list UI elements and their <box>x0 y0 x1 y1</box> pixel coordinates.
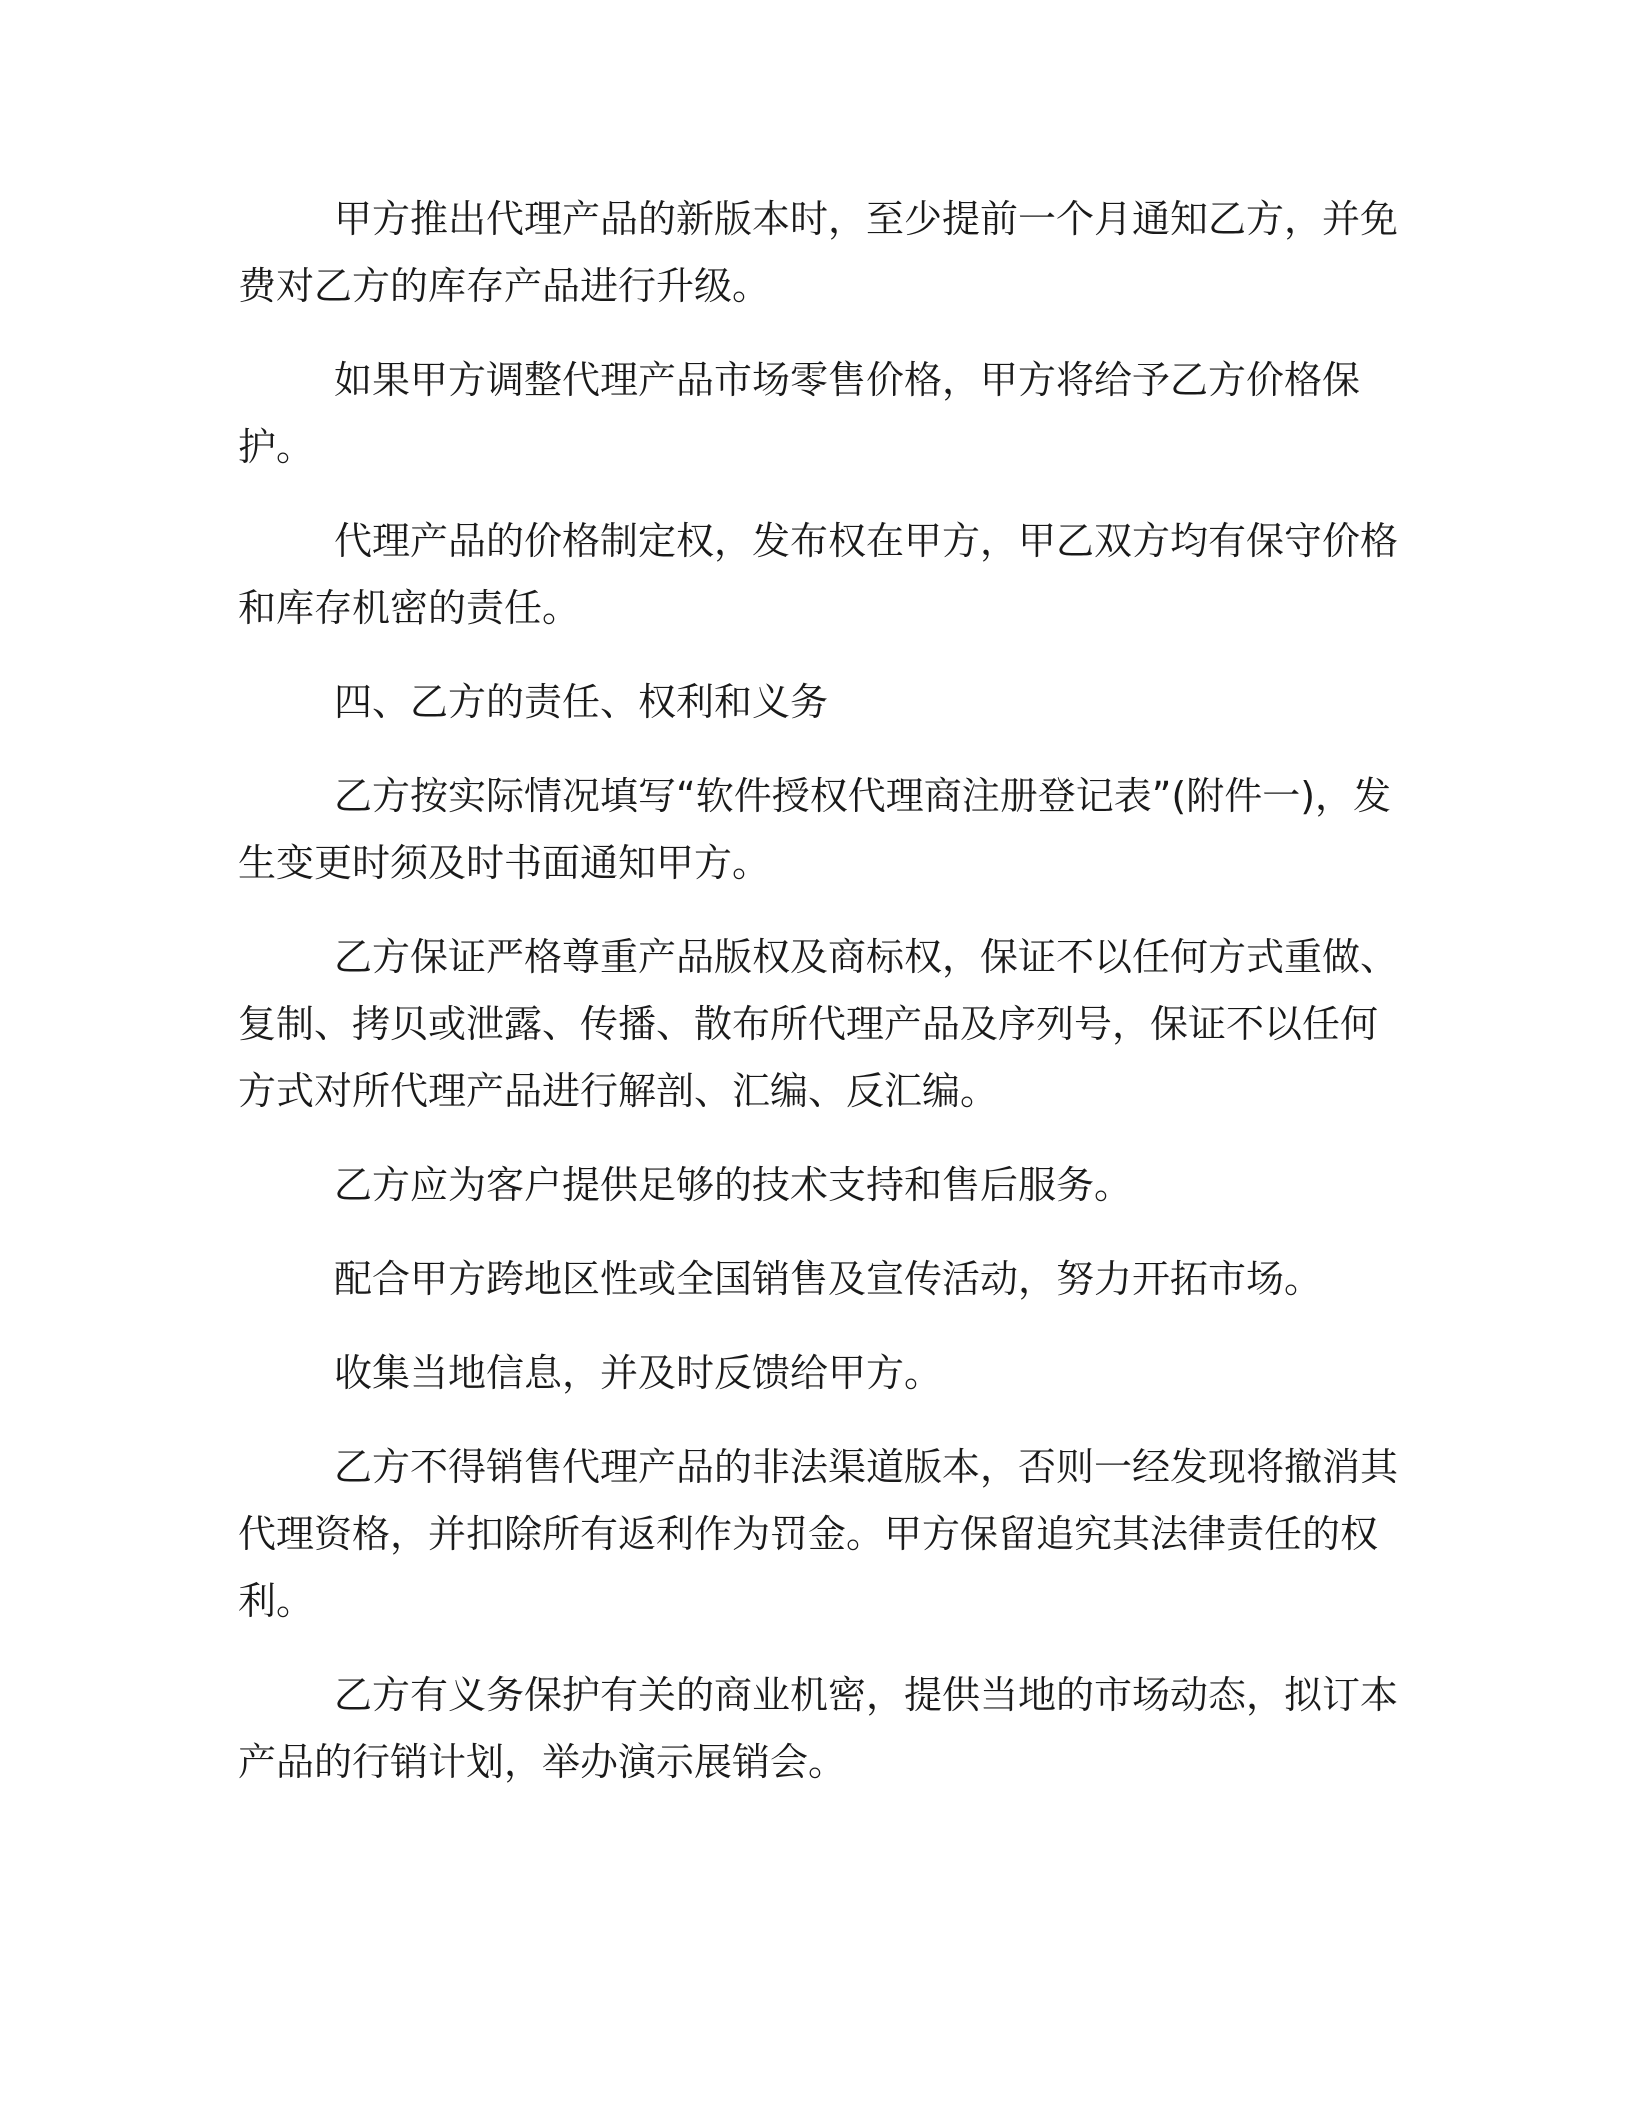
paragraph-local-feedback: 收集当地信息，并及时反馈给甲方。 <box>334 1351 943 1395</box>
paragraph-customer-support: 乙方应为客户提供足够的技术支持和售后服务。 <box>334 1163 1133 1207</box>
paragraph-confidentiality: 乙方有义务保护有关的商业机密，提供当地的市场动态，拟订本产品的行销计划，举办演示展销会。 <box>238 1673 1399 1784</box>
paragraph-illegal-channel: 乙方不得销售代理产品的非法渠道版本，否则一经发现将撤消其代理资格，并扣除所有返利作为罚金。甲方保留追究其法律责任的权利。 <box>238 1445 1399 1623</box>
paragraph-marketing-cooperation: 配合甲方跨地区性或全国销售及宣传活动，努力开拓市场。 <box>334 1257 1323 1301</box>
paragraph-copyright-guarantee: 乙方保证严格尊重产品版权及商标权，保证不以任何方式重做、复制、拷贝或泄露、传播、散布所代理产品及序列号，保证不以任何方式对所代理产品进行解剖、汇编、反汇编。 <box>238 935 1399 1113</box>
section-heading-party-b: 四、乙方的责任、权利和义务 <box>334 680 829 724</box>
paragraph-registration-form: 乙方按实际情况填写“软件授权代理商注册登记表”(附件一)，发生变更时须及时书面通知甲方。 <box>238 774 1392 885</box>
paragraph-price-protection: 如果甲方调整代理产品市场零售价格，甲方将给予乙方价格保护。 <box>238 358 1361 469</box>
paragraph-pricing-rights: 代理产品的价格制定权，发布权在甲方，甲乙双方均有保守价格和库存机密的责任。 <box>238 519 1399 630</box>
document-body <box>238 186 1400 1823</box>
paragraph-new-version-notice: 甲方推出代理产品的新版本时，至少提前一个月通知乙方，并免费对乙方的库存产品进行升级。 <box>238 197 1399 308</box>
